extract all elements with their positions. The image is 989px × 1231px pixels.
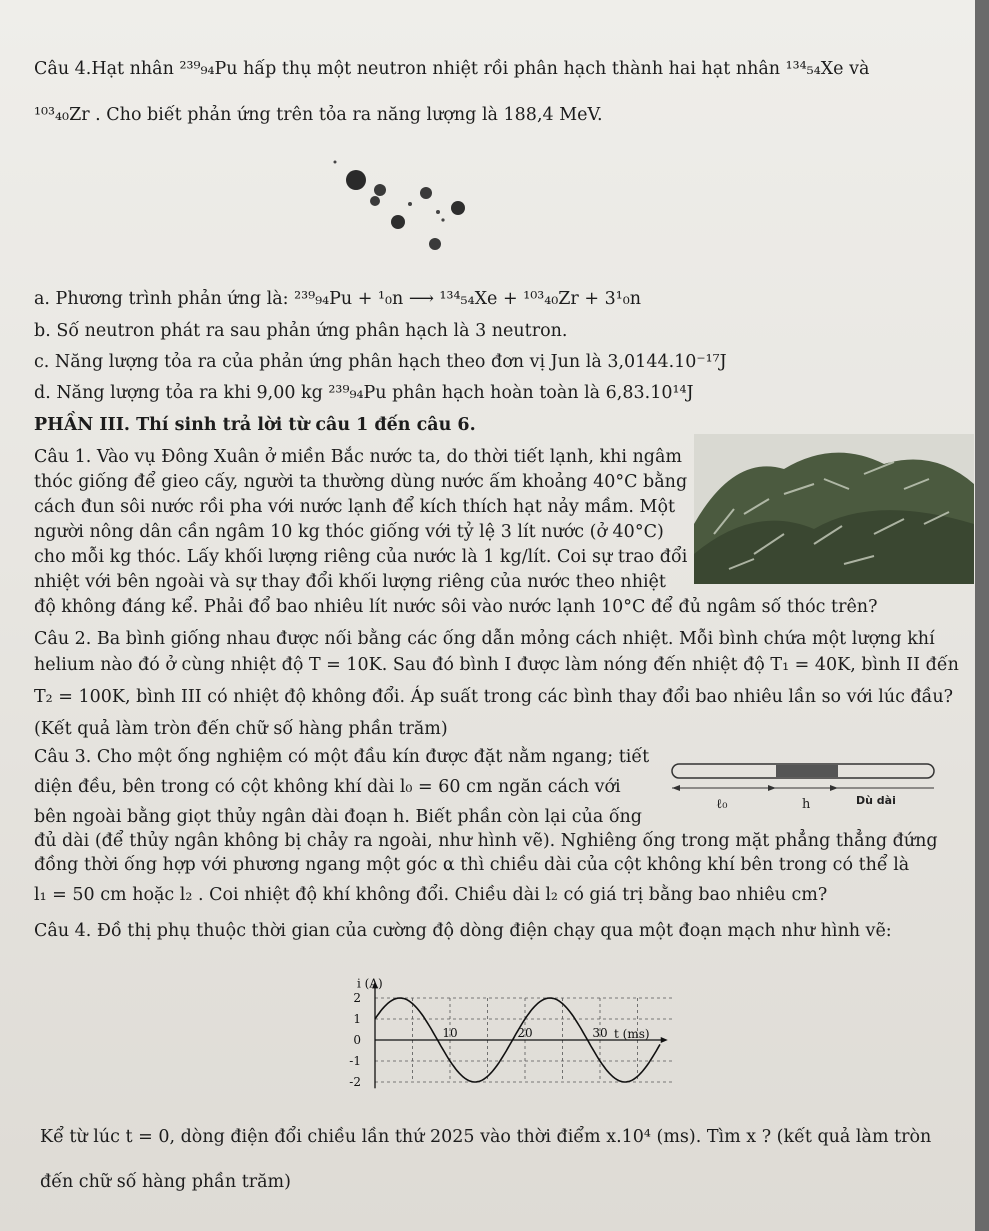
x-tick-label: 10 — [442, 1026, 458, 1040]
c3-line3: bên ngoài bằng giọt thủy ngân dài đoạn h. Biết phần còn lại của ống — [34, 807, 643, 827]
part3-title: PHẦN III. Thí sinh trả lời từ câu 1 đến câu 6. — [34, 415, 476, 435]
c2-line1: Câu 2. Ba bình giống nhau được nối bằng các ống dẫn mỏng cách nhiệt. Mỗi bình chứa một lượng khí — [34, 629, 935, 649]
c3-line2: diện đều, bên trong có cột không khí dài l₀ = 60 cm ngăn cách với — [34, 777, 621, 797]
c1-line7: độ không đáng kể. Phải đổ bao nhiêu lít nước sôi vào nước lạnh 10°C để đủ ngâm số thóc trên? — [34, 597, 878, 617]
q4-header-line1-text: Câu 4.Hạt nhân ²³⁹₉₄Pu hấp thụ một neutron nhiệt rồi phân hạch thành hai hạt nhân ¹³⁴₅₄Xe và — [34, 59, 870, 79]
x-axis-label: t (ms) — [614, 1027, 650, 1041]
c3-line4: đủ dài (để thủy ngân không bị chảy ra ngoài, như hình vẽ). Nghiêng ống trong mặt phẳng thẳng đứng — [34, 831, 938, 851]
nucleus-fragment — [420, 187, 432, 199]
statement-a: a. Phương trình phản ứng là: ²³⁹₉₄Pu + ¹₀n ⟶ ¹³⁴₅₄Xe + ¹⁰³₄₀Zr + 3¹₀n — [34, 289, 642, 309]
y-tick-label: -2 — [349, 1075, 361, 1089]
label-h: h — [802, 797, 811, 812]
neutron — [441, 218, 444, 221]
nucleus-fragment — [374, 184, 386, 196]
label-l0: ℓ₀ — [716, 797, 728, 812]
statement-b: b. Số neutron phát ra sau phản ứng phân hạch là 3 neutron. — [34, 321, 568, 341]
nucleus-fragment — [391, 215, 405, 229]
y-tick-label: 2 — [353, 991, 361, 1005]
c2-line3: T₂ = 100K, bình III có nhiệt độ không đổi. Áp suất trong các bình thay đổi bao nhiêu lần so với lúc đầu? — [34, 687, 954, 707]
x-tick-label: 20 — [517, 1026, 533, 1040]
neutron — [408, 202, 412, 206]
c2-line4: (Kết quả làm tròn đến chữ số hàng phần trăm) — [34, 719, 448, 739]
mercury-drop — [776, 765, 838, 777]
c4-line1: Câu 4. Đồ thị phụ thuộc thời gian của cường độ dòng điện chạy qua một đoạn mạch như hình vẽ: — [34, 921, 892, 941]
nucleus-fragment — [370, 196, 380, 206]
neutron — [436, 210, 440, 214]
c1-line1: Câu 1. Vào vụ Đông Xuân ở miền Bắc nước ta, do thời tiết lạnh, khi ngâm — [34, 447, 682, 467]
label-rest: Dù dài — [856, 794, 896, 807]
c1-line5: cho mỗi kg thóc. Lấy khối lượng riêng của nước là 1 kg/lít. Coi sự trao đổi — [34, 547, 688, 567]
statement-c: c. Năng lượng tỏa ra của phản ứng phân hạch theo đơn vị Jun là 3,0144.10⁻¹⁷J — [34, 352, 727, 372]
c3-line5: đồng thời ống hợp với phương ngang một góc α thì chiều dài của cột không khí bên trong có thể là — [34, 855, 910, 875]
x-axis-arrow — [661, 1037, 668, 1043]
c4-line2: Kể từ lúc t = 0, dòng điện đổi chiều lần thứ 2025 vào thời điểm x.10⁴ (ms). Tìm x ? (kết quả làm tròn — [40, 1127, 932, 1147]
nucleus-fragment — [451, 201, 465, 215]
nucleus-fragment — [429, 238, 441, 250]
statement-d: d. Năng lượng tỏa ra khi 9,00 kg ²³⁹₉₄Pu phân hạch hoàn toàn là 6,83.10¹⁴J — [34, 383, 694, 403]
fission-illustration — [318, 150, 478, 260]
y-axis-label: i (A) — [357, 976, 383, 991]
y-tick-label: 0 — [353, 1033, 361, 1047]
current-time-graph — [330, 952, 650, 1102]
q4-header-line2: ¹⁰³₄₀Zr . Cho biết phản ứng trên tỏa ra năng lượng là 188,4 MeV. — [34, 105, 603, 125]
c2-line2: helium nào đó ở cùng nhiệt độ T = 10K. Sau đó bình I được làm nóng đến nhiệt độ T₁ = 40K, bình II đến — [34, 655, 959, 675]
c1-line4: người nông dân cần ngâm 10 kg thóc giống với tỷ lệ 3 lít nước (ở 40°C) — [34, 522, 664, 542]
neutron — [334, 161, 337, 164]
q4-header-line1 — [34, 58, 869, 80]
c4-line3: đến chữ số hàng phần trăm) — [40, 1172, 291, 1192]
page-edge-shadow — [975, 0, 989, 1231]
test-tube-figure — [666, 756, 946, 814]
c1-line6: nhiệt với bên ngoài và sự thay đổi khối lượng riêng của nước theo nhiệt — [34, 572, 666, 592]
rice-seedlings-photo — [694, 434, 974, 584]
y-tick-label: -1 — [349, 1054, 361, 1068]
c1-line3: cách đun sôi nước rồi pha với nước lạnh để kích thích hạt nảy mầm. Một — [34, 497, 676, 517]
nucleus-large — [346, 170, 366, 190]
c3-line6: l₁ = 50 cm hoặc l₂ . Coi nhiệt độ khí không đổi. Chiều dài l₂ có giá trị bằng bao nhiêu cm? — [34, 885, 828, 905]
c3-line1: Câu 3. Cho một ống nghiệm có một đầu kín được đặt nằm ngang; tiết — [34, 747, 650, 767]
y-tick-label: 1 — [353, 1012, 361, 1026]
c1-line2: thóc giống để gieo cấy, người ta thường dùng nước ấm khoảng 40°C bằng — [34, 472, 688, 492]
x-tick-label: 30 — [592, 1026, 608, 1040]
